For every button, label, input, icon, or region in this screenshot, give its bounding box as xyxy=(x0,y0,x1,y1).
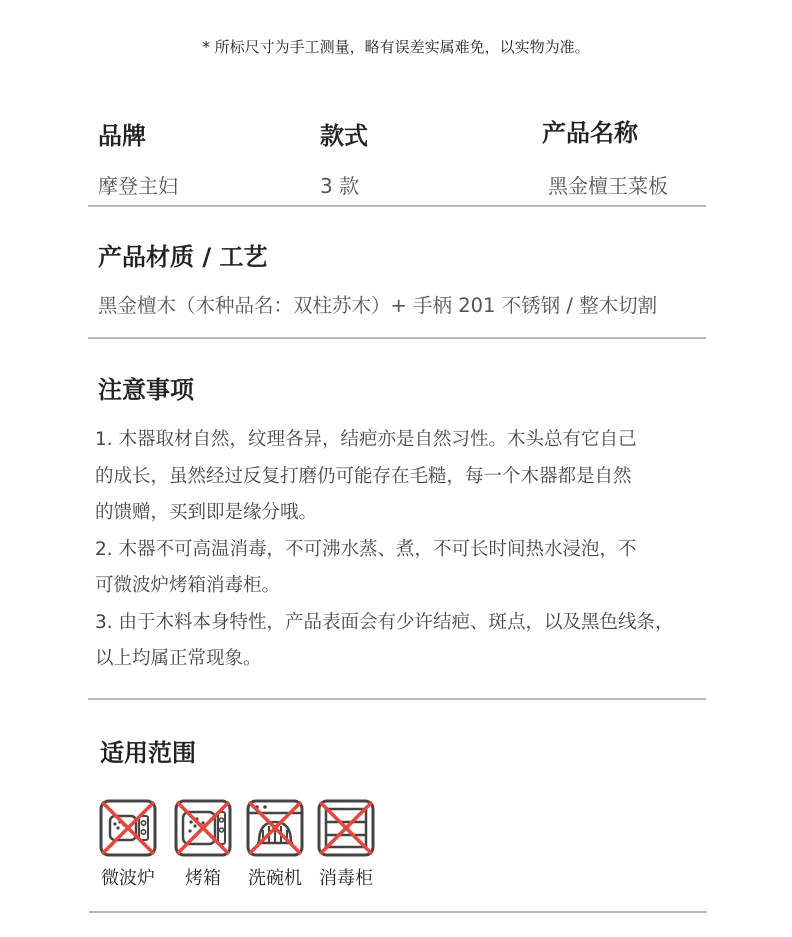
scope-label: 适用范围 xyxy=(100,739,196,767)
microwave-label: 微波炉 xyxy=(101,868,155,889)
divider xyxy=(88,205,706,207)
brand-value: 摩登主妇 xyxy=(98,174,178,198)
style-label: 款式 xyxy=(320,122,368,150)
divider xyxy=(89,911,707,913)
dishwasher-icon xyxy=(245,798,305,858)
oven-icon xyxy=(173,798,233,858)
sterilizer-label: 消毒柜 xyxy=(319,868,373,889)
notice-line: 的馈赠，买到即是缘分哦。 xyxy=(95,502,318,523)
product-name-value: 黑金檀王菜板 xyxy=(548,174,668,198)
notice-label: 注意事项 xyxy=(98,376,194,404)
divider xyxy=(88,337,706,339)
sterilizer-icon xyxy=(316,798,376,858)
material-label: 产品材质 / 工艺 xyxy=(98,243,268,271)
notice-line: 3. 由于木料本身特性，产品表面会有少许结疤、斑点，以及黑色线条， xyxy=(95,611,674,633)
notice-line: 2. 木器不可高温消毒，不可沸水蒸、煮，不可长时间热水浸泡，不 xyxy=(95,538,637,560)
notice-text xyxy=(95,422,715,678)
dishwasher-label: 洗碗机 xyxy=(248,868,302,889)
product-name-label: 产品名称 xyxy=(542,119,638,147)
material-value: 黑金檀木（木种品名：双柱苏木）+ 手柄 201 不锈钢 / 整木切割 xyxy=(98,294,658,317)
style-value: 3 款 xyxy=(320,174,360,198)
oven-label: 烤箱 xyxy=(185,868,221,889)
notice-line: 的成长，虽然经过反复打磨仍可能存在毛糙，每一个木器都是自然 xyxy=(95,465,632,487)
measurement-note: * 所标尺寸为手工测量，略有误差实属难免，以实物为准。 xyxy=(202,38,590,56)
divider xyxy=(88,698,706,700)
notice-line: 1. 木器取材自然，纹理各异，结疤亦是自然习性。木头总有它自己 xyxy=(95,429,637,450)
notice-line: 可微波炉烤箱消毒柜。 xyxy=(95,575,281,596)
notice-line: 以上均属正常现象。 xyxy=(95,648,262,669)
brand-label: 品牌 xyxy=(98,122,146,150)
microwave-icon xyxy=(98,798,158,858)
